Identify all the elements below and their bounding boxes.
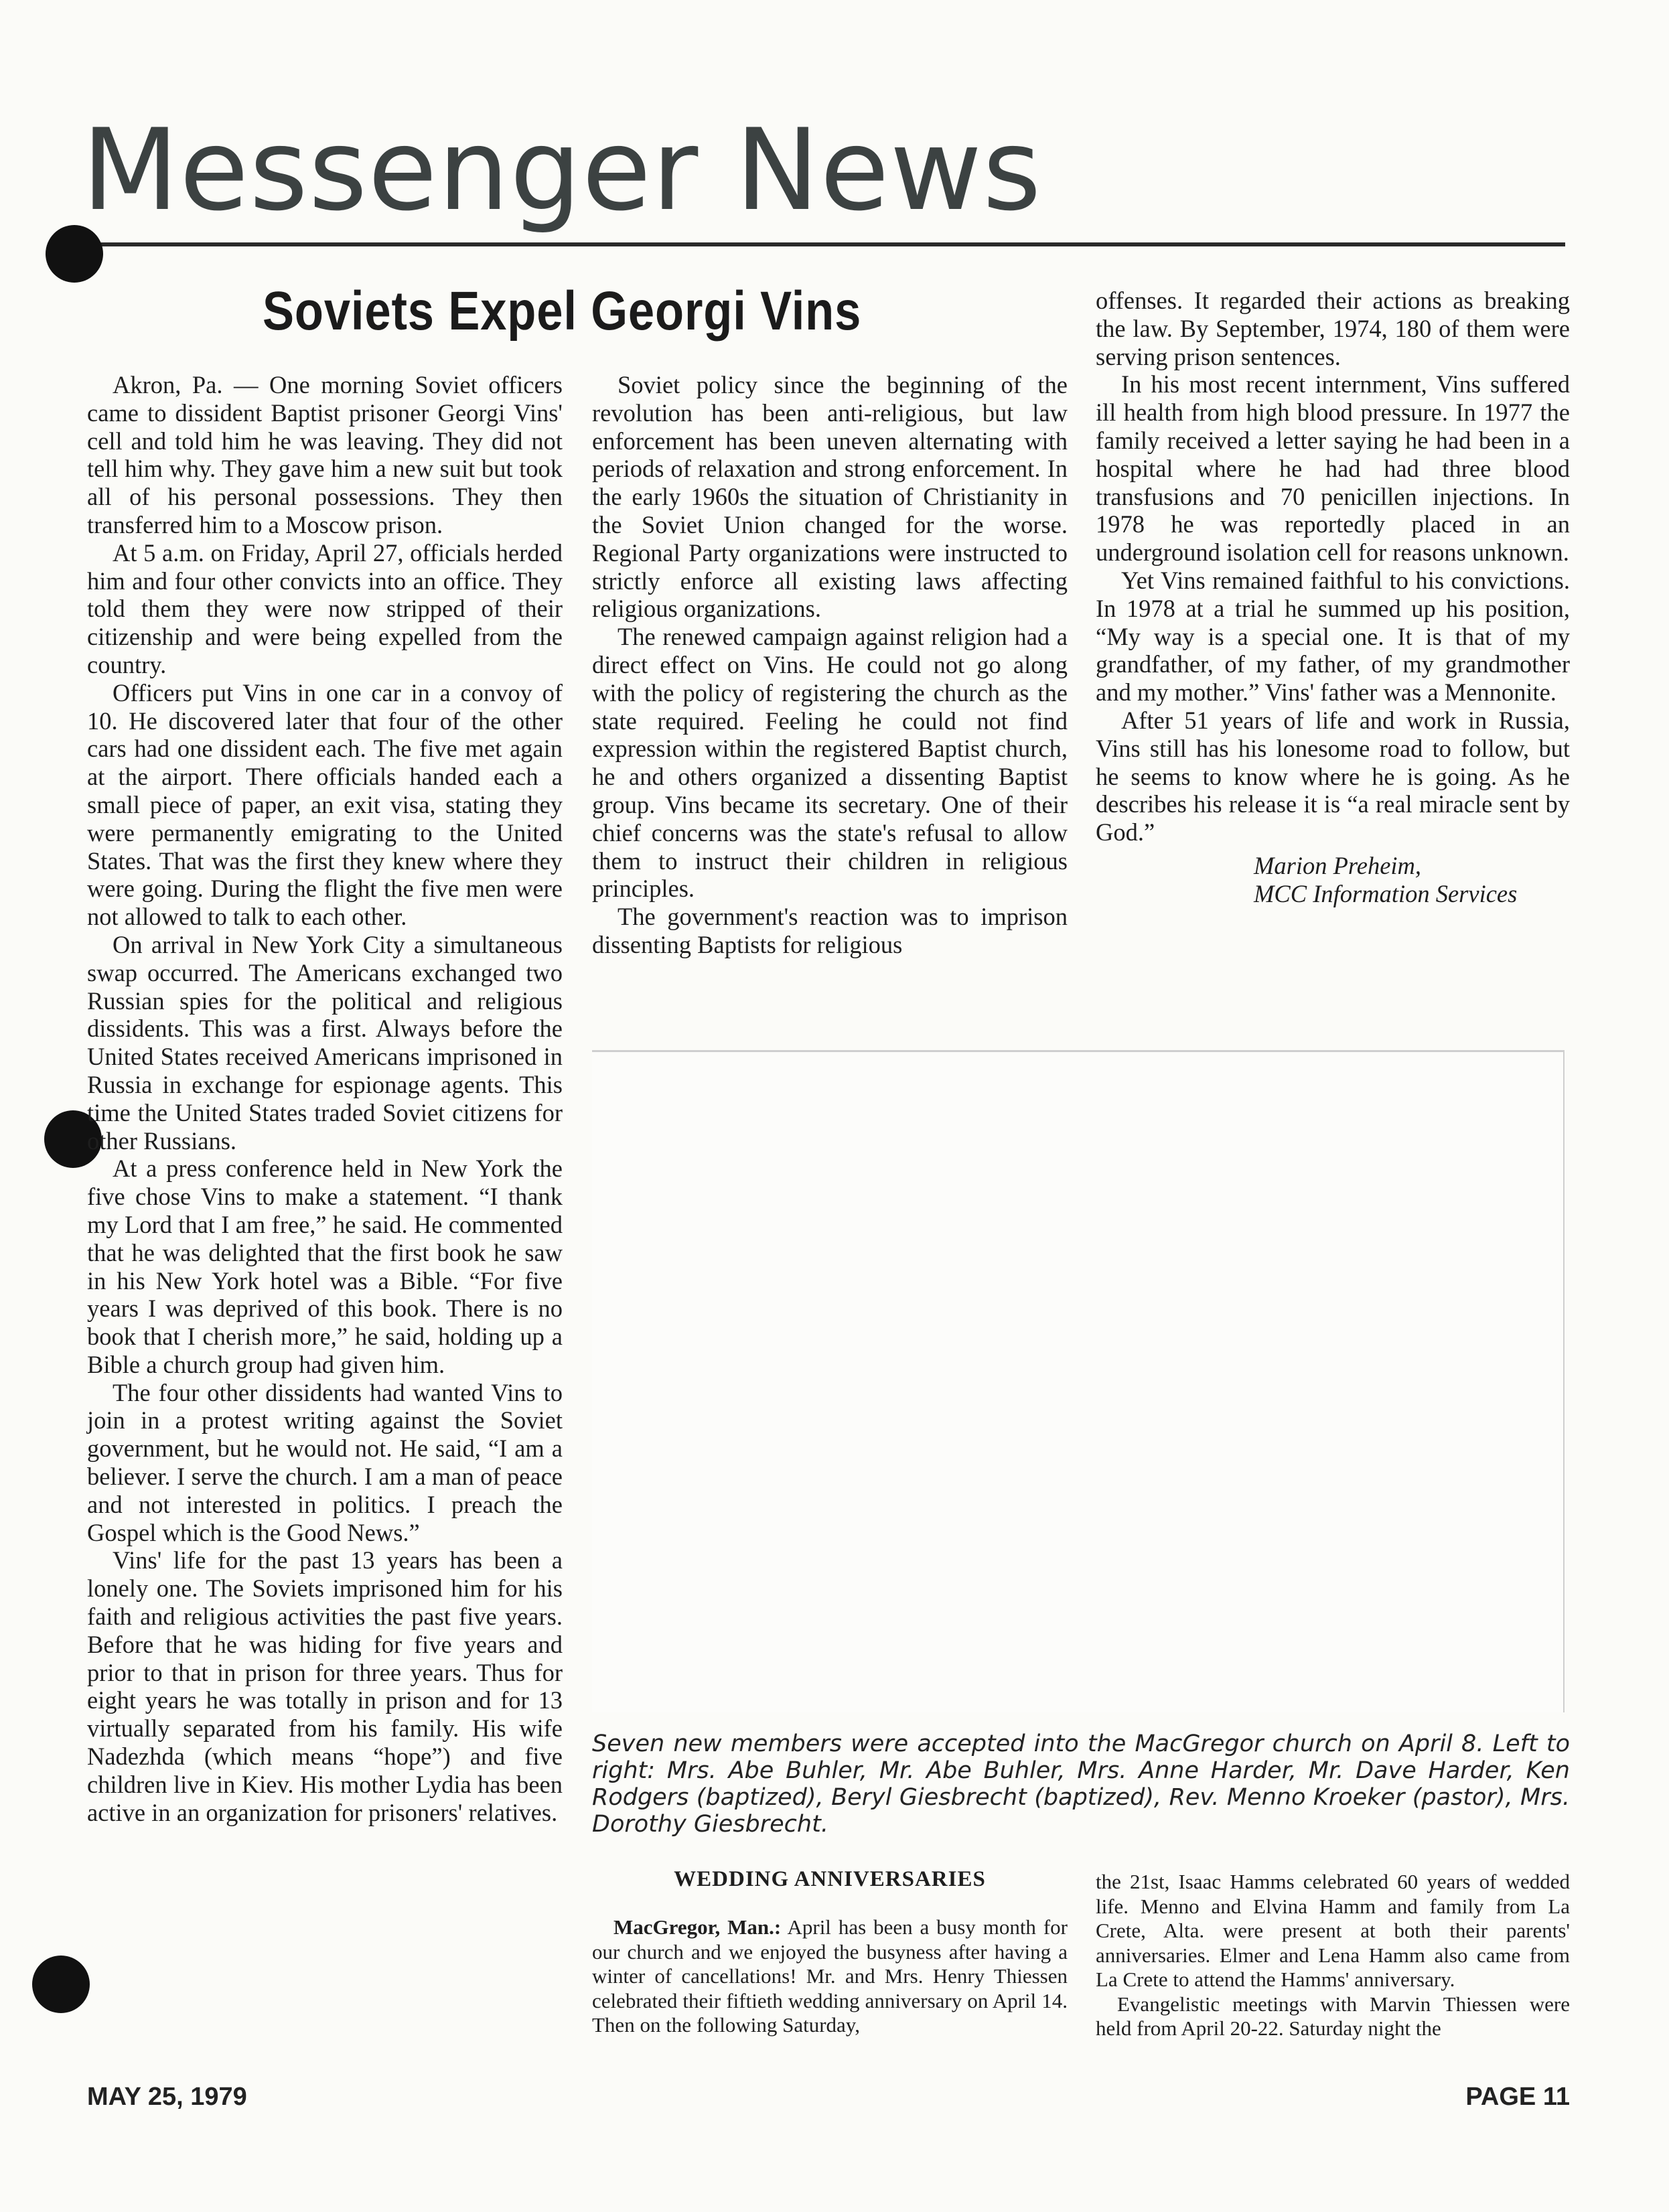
author-name: Marion Preheim, bbox=[1254, 851, 1422, 879]
article-paragraph: At a press conference held in New York the five chose Vins to make a statement. “I thank my Lord that I am free,” he said. He commented that he was delighted that the first book he saw in his New York hotel was a Bible. “For five years I was deprived of this book. There is no book that I cherish more,” he said, holding up a Bible a church group had given him. bbox=[87, 1155, 563, 1378]
article-paragraph: The renewed campaign against religion had a direct effect on Vins. He could not go along with the policy of registering the church as the state required. Feeling he could not find expression within the registered Baptist church, he and others organized a dissenting Baptist group. Vins became its secretary. One of their chief concerns was the state's refusal to allow them to instruct their children in religious principles. bbox=[592, 623, 1068, 903]
article-paragraph: At 5 a.m. on Friday, April 27, officials herded him and four other convicts into an office. They told them they were now stripped of their citizenship and were being expelled from the country. bbox=[87, 538, 563, 678]
article-column-1 bbox=[87, 371, 563, 1826]
article-paragraph: offenses. It regarded their actions as breaking the law. By September, 1974, 180 of them were serving prison sentences. bbox=[1096, 287, 1570, 370]
article-column-3 bbox=[1096, 287, 1570, 908]
article-paragraph: Akron, Pa. — One morning Soviet officers came to dissident Baptist prisoner Georgi Vins' cell and told him he was leaving. They did not tell him why. They gave him a new suit but took all of his personal possessions. They then transferred him to a Moscow prison. bbox=[87, 371, 563, 538]
article-column-2 bbox=[592, 371, 1068, 959]
page-number: PAGE 11 bbox=[1465, 2083, 1570, 2111]
article-paragraph: In his most recent internment, Vins suffered ill health from high blood pressure. In 1977 the family received a letter saying he had been in a hospital where he had had three blood transfusions and 70 penicillen injections. In 1978 he was reportedly placed in an underground isolation cell for reasons unknown. bbox=[1096, 370, 1570, 567]
article-paragraph: Soviet policy since the beginning of the revolution has been anti-religious, but law enforcement has been uneven alternating with periods of relaxation and strong enforcement. In the early 1960s the situation of Christianity in the Soviet Union changed for the worse. Regional Party organizations were instructed to strictly enforce all existing laws affecting religious organizations. bbox=[592, 371, 1068, 623]
anniversaries-column-2 bbox=[592, 1915, 1068, 2038]
article-paragraph: The government's reaction was to imprison dissenting Baptists for religious bbox=[592, 903, 1068, 958]
anniversaries-heading: WEDDING ANNIVERSARIES bbox=[674, 1867, 986, 1891]
punch-hole-bottom bbox=[32, 1956, 90, 2013]
anniversaries-paragraph: Evangelistic meetings with Marvin Thiessen were held from April 20-22. Saturday night the bbox=[1096, 1992, 1570, 2040]
anniversaries-dateline: MacGregor, Man.: bbox=[613, 1915, 782, 1939]
issue-date: MAY 25, 1979 bbox=[87, 2083, 247, 2111]
article-paragraph: Vins' life for the past 13 years has been a lonely one. The Soviets imprisoned him for his faith and religious activities the past five years. Before that he was hiding for five years and prior to that in prison for three years. Thus for eight years he was totally in prison and for 13 virtually separated from his family. His wife Nadezhda (which means “hope”) and five children live in Kiev. His mother Lydia has been active in an organization for prisoners' relatives. bbox=[87, 1546, 563, 1826]
article-paragraph: Officers put Vins in one car in a convoy of 10. He discovered later that four of the other cars had one dissident each. The five met again at the airport. There officials handed each a small piece of paper, an exit visa, stating they were permanently emigrating to the United States. That was the first they knew where they were going. During the flight the five men were not allowed to talk to each other. bbox=[87, 678, 563, 931]
anniversaries-paragraph: the 21st, Isaac Hamms celebrated 60 years of wedded life. Menno and Elvina Hamm and family from La Crete, Alta. were present at both their parents' anniversaries. Elmer and Lena Hamm also came from La Crete to attend the Hamms' anniversary. bbox=[1096, 1870, 1570, 1991]
anniversaries-text: April has been a busy month for our church and we enjoyed the busyness after having a winter of cancellations! Mr. and Mrs. Henry Thiessen celebrated their fiftieth wedding anniversary on April 14. Then on the following Saturday, bbox=[592, 1915, 1068, 2037]
article-paragraph: After 51 years of life and work in Russia, Vins still has his lonesome road to follow, but he seems to know where he is going. As he describes his release it is “a real miracle sent by God.” bbox=[1096, 706, 1570, 846]
punch-hole-top bbox=[46, 225, 103, 283]
anniversaries-column-3 bbox=[1096, 1870, 1570, 2041]
masthead-title: Messenger News bbox=[82, 104, 1042, 236]
article-signature bbox=[1096, 852, 1570, 908]
photo-caption: Seven new members were accepted into the MacGregor church on April 8. Left to right: Mrs. Abe Buhler, Mr. Abe Buhler, Mrs. Anne Harder, Mr. Dave Harder, Ken Rodgers (baptized), Beryl Giesbrecht (baptized), Rev. Menno Kroeker (pastor), Mrs. Dorothy Giesbrecht. bbox=[592, 1730, 1570, 1838]
photo-placeholder bbox=[592, 1050, 1565, 1712]
article-paragraph: On arrival in New York City a simultaneous swap occurred. The Americans exchanged two Russian spies for the political and religious dissidents. This was a first. Always before the United States received Americans imprisoned in Russia in exchange for espionage agents. This time the United States traded Soviet citizens for other Russians. bbox=[87, 930, 563, 1155]
article-paragraph: The four other dissidents had wanted Vins to join in a protest writing against the Soviet government, but he would not. He said, “I am a believer. I serve the church. I am a man of peace and not interested in politics. I preach the Gospel which is the Good News.” bbox=[87, 1378, 563, 1546]
masthead-rule bbox=[75, 242, 1565, 246]
author-organization: MCC Information Services bbox=[1254, 879, 1518, 907]
article-headline: Soviets Expel Georgi Vins bbox=[263, 281, 862, 342]
article-paragraph: Yet Vins remained faithful to his convictions. In 1978 at a trial he summed up his position, “My way is a special one. It is that of my grandfather, of my father, of my grandmother and my mother.” Vins' father was a Mennonite. bbox=[1096, 566, 1570, 707]
anniversaries-paragraph bbox=[592, 1915, 1068, 2038]
